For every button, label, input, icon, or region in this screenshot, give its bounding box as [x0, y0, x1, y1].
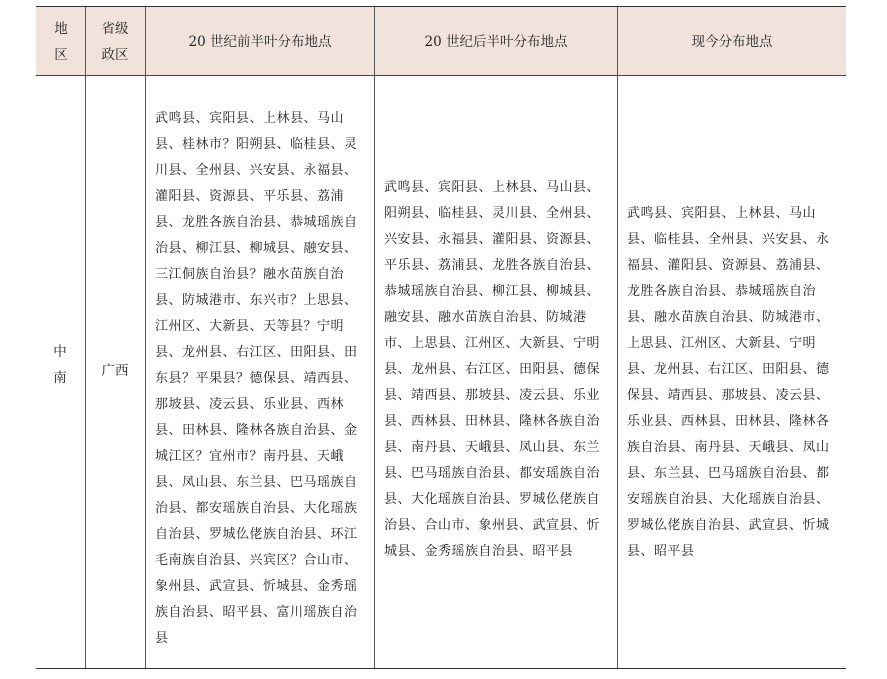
header-current [618, 8, 846, 75]
header-region [50, 8, 72, 75]
row-province-label: 广西 [101, 363, 129, 379]
header-late-20th-label: 20 世纪后半叶分布地点 [424, 33, 568, 50]
header-current-label: 现今分布地点 [691, 33, 773, 50]
early-20th-locations: 武鸣县、宾阳县、上林县、马山县、桂林市？阳朔县、临桂县、灵川县、全州县、兴安县、永福县、灌阳县、资源县、平乐县、荔浦县、龙胜各族自治县、恭城瑶族自治县、柳江县、柳城县、融安县、三江侗族自治县？融水苗族自治县、防城港市、东兴市？上思县、江州区、大新县、天等县？宁明县、龙州县、右江区、田阳县、田东县？平果县？德保县、靖西县、那坡县、凌云县、乐业县、西林县、田林县、隆林各族自治县、金城江区？宜州市？南丹县、天峨县、凤山县、东兰县、巴马瑶族自治县、都安瑶族自治县、大化瑶族自治县、罗城仫佬族自治县、环江毛南族自治县、兴宾区？合山市、象州县、武宣县、忻城县、金秀瑶族自治县、昭平县、富川瑶族自治县 [155, 111, 358, 646]
current-locations: 武鸣县、宾阳县、上林县、马山县、临桂县、全州县、兴安县、永福县、灌阳县、资源县、荔浦县、龙胜各族自治县、恭城瑶族自治县、融水苗族自治县、防城港市、上思县、江州区、大新县、宁明县、龙州县、右江区、田阳县、德保县、靖西县、那坡县、凌云县、乐业县、西林县、田林县、隆林各族自治县、南丹县、天峨县、凤山县、东兰县、巴马瑶族自治县、都安瑶族自治县、大化瑶族自治县、罗城仫佬族自治县、武宣县、忻城县、昭平县 [627, 206, 830, 559]
table-header-rule [36, 75, 846, 76]
column-divider [374, 7, 375, 668]
column-divider [617, 7, 618, 668]
row-province [98, 356, 132, 386]
row-region-label: 中南 [53, 344, 67, 386]
header-province [100, 8, 130, 75]
table-bottom-rule [36, 668, 846, 669]
header-early-20th [146, 8, 374, 75]
column-divider [85, 7, 86, 668]
row-region [52, 344, 68, 386]
table-top-rule [36, 6, 846, 7]
header-early-20th-label: 20 世纪前半叶分布地点 [188, 33, 332, 50]
column-divider [145, 7, 146, 668]
header-late-20th [375, 8, 617, 75]
header-region-label: 地区 [54, 20, 68, 63]
header-province-label: 省级政区 [101, 20, 129, 63]
late-20th-locations: 武鸣县、宾阳县、上林县、马山县、阳朔县、临桂县、灵川县、全州县、兴安县、永福县、灌阳县、资源县、平乐县、荔浦县、龙胜各族自治县、恭城瑶族自治县、柳江县、柳城县、融安县、融水苗族自治县、防城港市、上思县、江州区、大新县、宁明县、龙州县、右江区、田阳县、德保县、靖西县、那坡县、凌云县、乐业县、西林县、田林县、隆林各族自治县、南丹县、天峨县、凤山县、东兰县、巴马瑶族自治县、都安瑶族自治县、大化瑶族自治县、罗城仫佬族自治县、合山市、象州县、武宣县、忻城县、金秀瑶族自治县、昭平县 [384, 180, 601, 559]
